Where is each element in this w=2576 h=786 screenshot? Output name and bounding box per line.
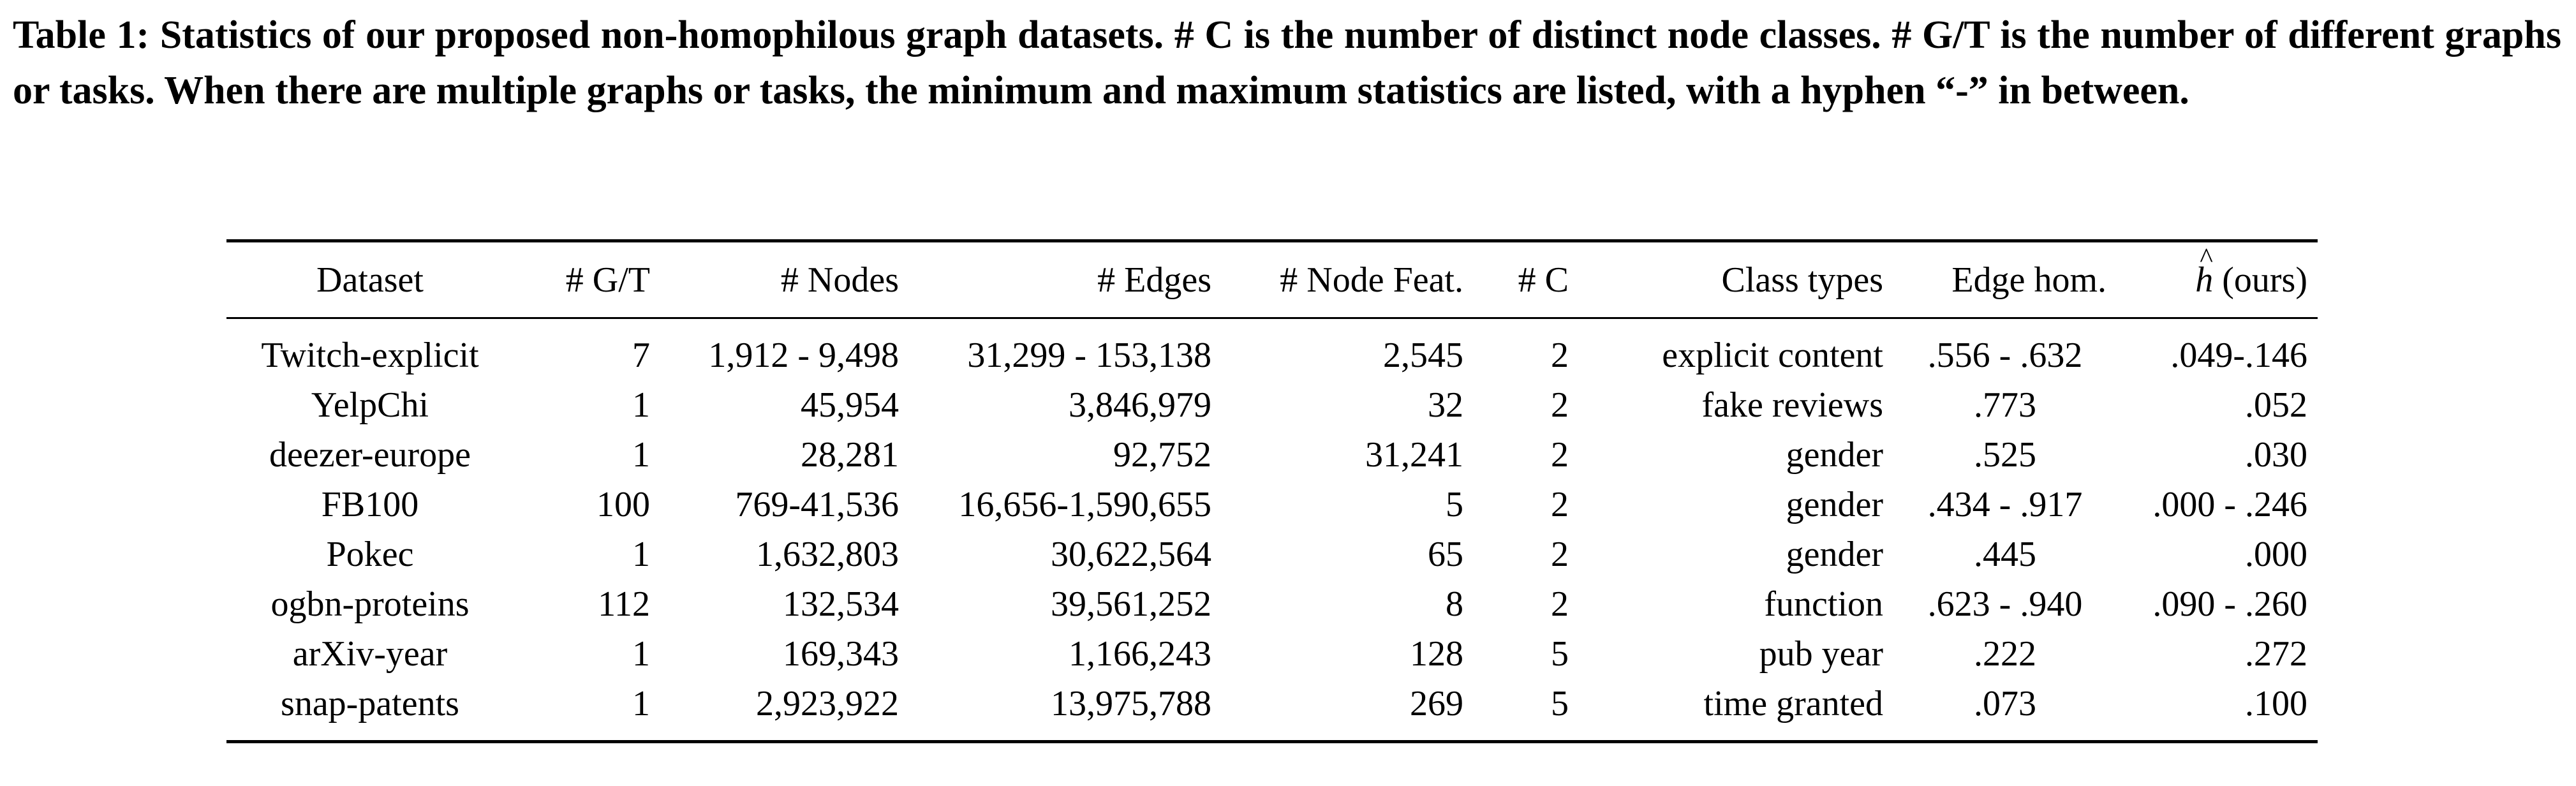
table-caption: Table 1: Statistics of our proposed non-homophilous graph datasets. # C is the number of distinct node classes. # G/T is the number of different graphs or tasks. When there are multiple graphs or tasks, the minimum and maximum statistics are listed, with a hyphen “-” in between. xyxy=(13,13,2561,112)
cell-dataset: deezer-europe xyxy=(269,435,471,475)
cell-edges: 30,622,564 xyxy=(1051,535,1211,574)
cell-edges: 13,975,788 xyxy=(1051,684,1211,723)
cell-edges: 92,752 xyxy=(1113,435,1211,475)
cell-graphs-tasks: 7 xyxy=(632,336,650,375)
cell-classes: 5 xyxy=(1551,684,1569,723)
header-classes: # C xyxy=(1474,241,1579,318)
cell-dataset: FB100 xyxy=(321,485,419,524)
cell-edge-homophily: .222 xyxy=(1974,634,2036,674)
cell-dataset: Pokec xyxy=(326,535,414,574)
table-row xyxy=(226,530,2318,579)
cell-h-ours: .049-.146 xyxy=(2170,336,2307,375)
cell-edge-homophily: .073 xyxy=(1974,684,2036,723)
cell-nodes: 28,281 xyxy=(801,435,899,475)
table-row xyxy=(226,480,2318,530)
cell-graphs-tasks: 1 xyxy=(632,435,650,475)
header-h-suffix: (ours) xyxy=(2213,260,2307,300)
cell-classes: 2 xyxy=(1551,535,1569,574)
header-dataset: Dataset xyxy=(226,241,514,318)
cell-h-ours: .030 xyxy=(2245,435,2307,475)
cell-class-types: gender xyxy=(1786,435,1883,475)
table-row xyxy=(226,579,2318,629)
cell-graphs-tasks: 1 xyxy=(632,535,650,574)
cell-nodes: 2,923,922 xyxy=(756,684,899,723)
cell-nodes: 45,954 xyxy=(801,385,899,425)
cell-dataset: arXiv-year xyxy=(292,634,448,674)
cell-edges: 1,166,243 xyxy=(1069,634,1211,674)
cell-edges: 31,299 - 153,138 xyxy=(967,336,1211,375)
cell-edge-homophily: .773 xyxy=(1974,385,2036,425)
cell-node-features: 31,241 xyxy=(1365,435,1463,475)
cell-graphs-tasks: 1 xyxy=(632,385,650,425)
cell-class-types: time granted xyxy=(1703,684,1883,723)
cell-nodes: 769-41,536 xyxy=(735,485,899,524)
cell-class-types: gender xyxy=(1786,535,1883,574)
cell-class-types: pub year xyxy=(1759,634,1883,674)
cell-edges: 3,846,979 xyxy=(1069,385,1211,425)
cell-nodes: 132,534 xyxy=(783,584,899,624)
cell-class-types: gender xyxy=(1786,485,1883,524)
header-graphs-tasks: # G/T xyxy=(514,241,660,318)
header-nodes: # Nodes xyxy=(660,241,909,318)
cell-h-ours: .100 xyxy=(2245,684,2307,723)
cell-edges: 39,561,252 xyxy=(1051,584,1211,624)
cell-node-features: 2,545 xyxy=(1383,336,1463,375)
cell-dataset: ogbn-proteins xyxy=(270,584,470,624)
cell-node-features: 32 xyxy=(1428,385,1463,425)
cell-dataset: snap-patents xyxy=(281,684,459,723)
cell-h-ours: .000 xyxy=(2245,535,2307,574)
cell-edge-homophily: .623 - .940 xyxy=(1927,584,2083,624)
cell-node-features: 5 xyxy=(1446,485,1463,524)
cell-nodes: 1,912 - 9,498 xyxy=(708,336,899,375)
statistics-table-container xyxy=(226,239,2318,743)
cell-node-features: 128 xyxy=(1410,634,1463,674)
cell-dataset: Twitch-explicit xyxy=(261,336,479,375)
table-row xyxy=(226,679,2318,742)
cell-nodes: 1,632,803 xyxy=(756,535,899,574)
cell-node-features: 65 xyxy=(1428,535,1463,574)
header-node-features: # Node Feat. xyxy=(1222,241,1474,318)
dataset-statistics-table xyxy=(226,239,2318,743)
cell-class-types: function xyxy=(1764,584,1883,624)
cell-class-types: explicit content xyxy=(1662,336,1883,375)
cell-classes: 2 xyxy=(1551,435,1569,475)
header-class-types: Class types xyxy=(1579,241,1893,318)
table-row xyxy=(226,430,2318,480)
cell-edges: 16,656-1,590,655 xyxy=(958,485,1211,524)
header-h-ours xyxy=(2117,241,2318,318)
table-row xyxy=(226,629,2318,679)
cell-edge-homophily: .556 - .632 xyxy=(1927,336,2083,375)
table-row xyxy=(226,380,2318,430)
cell-classes: 2 xyxy=(1551,584,1569,624)
cell-graphs-tasks: 100 xyxy=(596,485,650,524)
table-body xyxy=(226,318,2318,742)
h-hat-symbol: ^ h xyxy=(2195,260,2213,300)
table-row xyxy=(226,318,2318,381)
cell-class-types: fake reviews xyxy=(1701,385,1883,425)
cell-h-ours: .272 xyxy=(2245,634,2307,674)
header-row xyxy=(226,241,2318,318)
cell-h-ours: .090 - .260 xyxy=(2152,584,2307,624)
cell-graphs-tasks: 1 xyxy=(632,634,650,674)
cell-graphs-tasks: 112 xyxy=(598,584,650,624)
cell-classes: 2 xyxy=(1551,385,1569,425)
cell-graphs-tasks: 1 xyxy=(632,684,650,723)
cell-node-features: 8 xyxy=(1446,584,1463,624)
cell-edge-homophily: .525 xyxy=(1974,435,2036,475)
cell-dataset: YelpChi xyxy=(311,385,429,425)
cell-classes: 2 xyxy=(1551,485,1569,524)
cell-h-ours: .000 - .246 xyxy=(2152,485,2307,524)
cell-classes: 2 xyxy=(1551,336,1569,375)
header-edge-homophily: Edge hom. xyxy=(1893,241,2117,318)
header-edges: # Edges xyxy=(909,241,1222,318)
cell-h-ours: .052 xyxy=(2245,385,2307,425)
cell-nodes: 169,343 xyxy=(783,634,899,674)
cell-edge-homophily: .434 - .917 xyxy=(1927,485,2083,524)
cell-edge-homophily: .445 xyxy=(1974,535,2036,574)
cell-node-features: 269 xyxy=(1410,684,1463,723)
cell-classes: 5 xyxy=(1551,634,1569,674)
